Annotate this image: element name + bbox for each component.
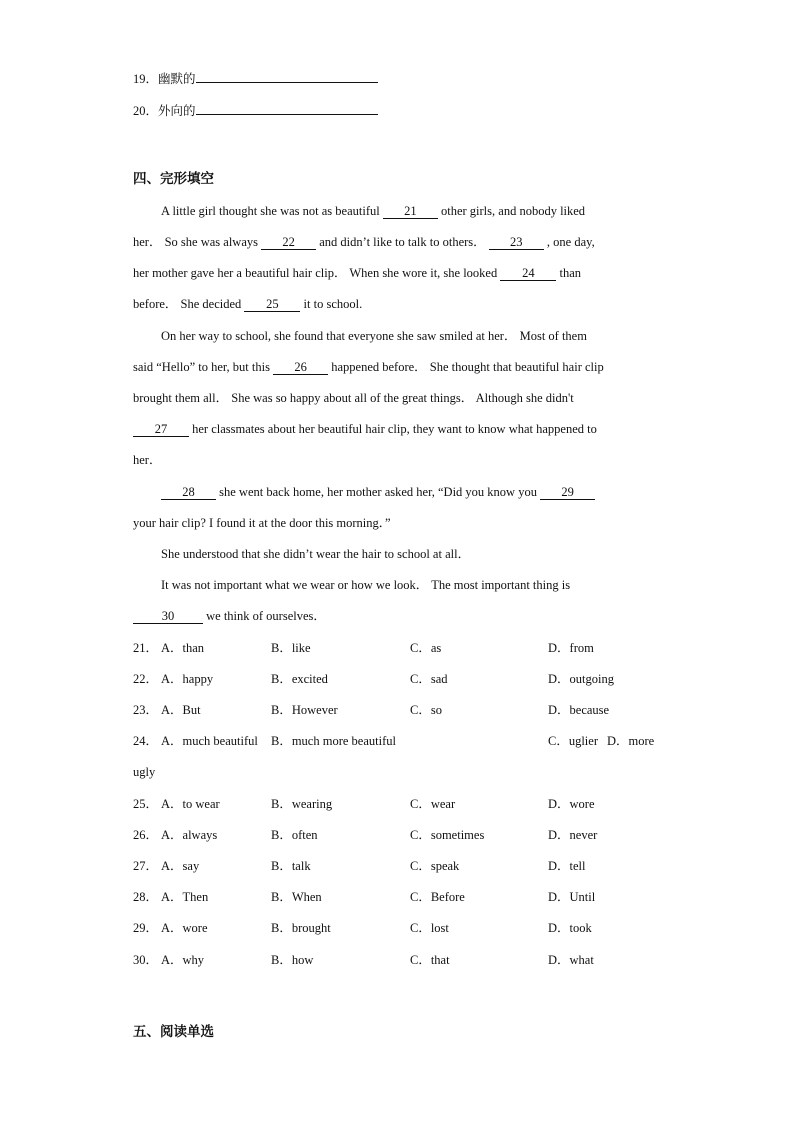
question-number: 22． bbox=[133, 672, 159, 686]
option-d[interactable]: D．outgoing bbox=[548, 672, 614, 686]
passage-line: 30 we think of ourselves． bbox=[133, 610, 326, 624]
question-number: 29． bbox=[133, 921, 159, 935]
option-d[interactable]: D．more bbox=[607, 734, 655, 748]
option-d[interactable]: D．wore bbox=[548, 797, 595, 811]
passage-line: She understood that she didn’t wear the hair to school at all． bbox=[161, 547, 471, 561]
answer-blank[interactable] bbox=[196, 69, 378, 83]
passage-line: 28 she went back home, her mother asked her, “Did you know you 29 bbox=[161, 486, 595, 500]
question-number: 25． bbox=[133, 797, 159, 811]
question-29 bbox=[0, 922, 794, 938]
section-title-reading: 五、阅读单选 bbox=[133, 1024, 214, 1040]
option-c[interactable]: C．that bbox=[410, 953, 450, 967]
option-a[interactable]: A．wore bbox=[161, 921, 208, 935]
option-b[interactable]: B．much more beautiful bbox=[271, 734, 396, 748]
option-b[interactable]: B．brought bbox=[271, 921, 331, 935]
blank-23[interactable]: 23 bbox=[489, 236, 544, 250]
passage-line: her． So she was always 22 and didn’t like to talk to others． 23 , one day, bbox=[133, 235, 595, 249]
option-d[interactable]: D．took bbox=[548, 921, 592, 935]
passage-line: your hair clip? I found it at the door this morning．” bbox=[133, 516, 391, 530]
blank-22[interactable]: 22 bbox=[261, 236, 316, 250]
question-number: 21． bbox=[133, 641, 159, 655]
option-a[interactable]: A．why bbox=[161, 953, 205, 967]
option-d[interactable]: D．because bbox=[548, 703, 610, 717]
passage-line: her． bbox=[133, 453, 162, 467]
vocab-word: 幽默的 bbox=[158, 71, 196, 86]
question-number: 23． bbox=[133, 703, 159, 717]
question-27 bbox=[0, 860, 794, 876]
option-b[interactable]: B．talk bbox=[271, 859, 311, 873]
option-b[interactable]: B．When bbox=[271, 890, 322, 904]
option-a[interactable]: A．much beautiful bbox=[161, 734, 258, 748]
blank-21[interactable]: 21 bbox=[383, 205, 438, 219]
option-c[interactable]: C．uglier bbox=[548, 734, 598, 748]
vocab-number: 19． bbox=[133, 72, 159, 86]
question-number: 24． bbox=[133, 734, 159, 748]
option-c[interactable]: C．sad bbox=[410, 672, 448, 686]
option-d[interactable]: D．from bbox=[548, 641, 594, 655]
passage-line: On her way to school, she found that everyone she saw smiled at her． Most of them bbox=[161, 329, 587, 343]
option-a[interactable]: A．than bbox=[161, 641, 205, 655]
question-24 bbox=[0, 735, 794, 751]
blank-24[interactable]: 24 bbox=[500, 267, 556, 281]
blank-26[interactable]: 26 bbox=[273, 361, 328, 375]
option-c[interactable]: C．sometimes bbox=[410, 828, 485, 842]
option-a[interactable]: A．happy bbox=[161, 672, 214, 686]
passage-line: 27 her classmates about her beautiful hair clip, they want to know what happened to bbox=[133, 423, 597, 437]
option-d-wrap: ugly bbox=[133, 765, 156, 779]
option-b[interactable]: B．wearing bbox=[271, 797, 333, 811]
option-a[interactable]: A．Then bbox=[161, 890, 209, 904]
option-a[interactable]: A．But bbox=[161, 703, 201, 717]
vocab-word: 外向的 bbox=[158, 103, 196, 118]
option-b[interactable]: B．excited bbox=[271, 672, 328, 686]
option-d[interactable]: D．Until bbox=[548, 890, 596, 904]
option-b[interactable]: B．often bbox=[271, 828, 318, 842]
question-22 bbox=[0, 673, 794, 689]
blank-29[interactable]: 29 bbox=[540, 486, 595, 500]
blank-25[interactable]: 25 bbox=[244, 298, 300, 312]
question-26 bbox=[0, 829, 794, 845]
question-28 bbox=[0, 891, 794, 907]
option-c[interactable]: C．as bbox=[410, 641, 442, 655]
question-number: 30． bbox=[133, 953, 159, 967]
option-c[interactable]: C．Before bbox=[410, 890, 465, 904]
passage-line: A little girl thought she was not as beautiful 21 other girls, and nobody liked bbox=[161, 204, 586, 218]
option-c[interactable]: C．so bbox=[410, 703, 442, 717]
question-23 bbox=[0, 704, 794, 720]
passage-line: It was not important what we wear or how we look． The most important thing is bbox=[161, 578, 571, 592]
passage-line: said “Hello” to her, but this 26 happened before． She thought that beautiful hair clip bbox=[133, 360, 604, 374]
option-b[interactable]: B．like bbox=[271, 641, 311, 655]
vocab-number: 20． bbox=[133, 104, 159, 118]
option-a[interactable]: A．always bbox=[161, 828, 218, 842]
question-30 bbox=[0, 954, 794, 970]
blank-27[interactable]: 27 bbox=[133, 423, 189, 437]
option-a[interactable]: A．say bbox=[161, 859, 200, 873]
option-b[interactable]: B．However bbox=[271, 703, 338, 717]
vocab-item-19 bbox=[133, 69, 378, 86]
question-number: 28． bbox=[133, 890, 159, 904]
option-c[interactable]: C．speak bbox=[410, 859, 460, 873]
option-c[interactable]: C．lost bbox=[410, 921, 449, 935]
option-d[interactable]: D．what bbox=[548, 953, 594, 967]
option-a[interactable]: A．to wear bbox=[161, 797, 220, 811]
passage-line: before． She decided 25 it to school. bbox=[133, 297, 363, 311]
option-d[interactable]: D．never bbox=[548, 828, 598, 842]
vocab-item-20 bbox=[133, 101, 378, 118]
question-number: 26． bbox=[133, 828, 159, 842]
option-b[interactable]: B．how bbox=[271, 953, 314, 967]
answer-blank[interactable] bbox=[196, 101, 378, 115]
option-d[interactable]: D．tell bbox=[548, 859, 586, 873]
question-number: 27． bbox=[133, 859, 159, 873]
question-21 bbox=[0, 642, 794, 658]
option-c[interactable]: C．wear bbox=[410, 797, 456, 811]
passage-line: her mother gave her a beautiful hair clip． When she wore it, she looked 24 than bbox=[133, 266, 582, 280]
blank-28[interactable]: 28 bbox=[161, 486, 216, 500]
blank-30[interactable]: 30 bbox=[133, 610, 203, 624]
passage-line: brought them all． She was so happy about all of the great things． Although she didn't bbox=[133, 391, 574, 405]
section-title-cloze: 四、完形填空 bbox=[133, 171, 214, 187]
question-25 bbox=[0, 798, 794, 814]
